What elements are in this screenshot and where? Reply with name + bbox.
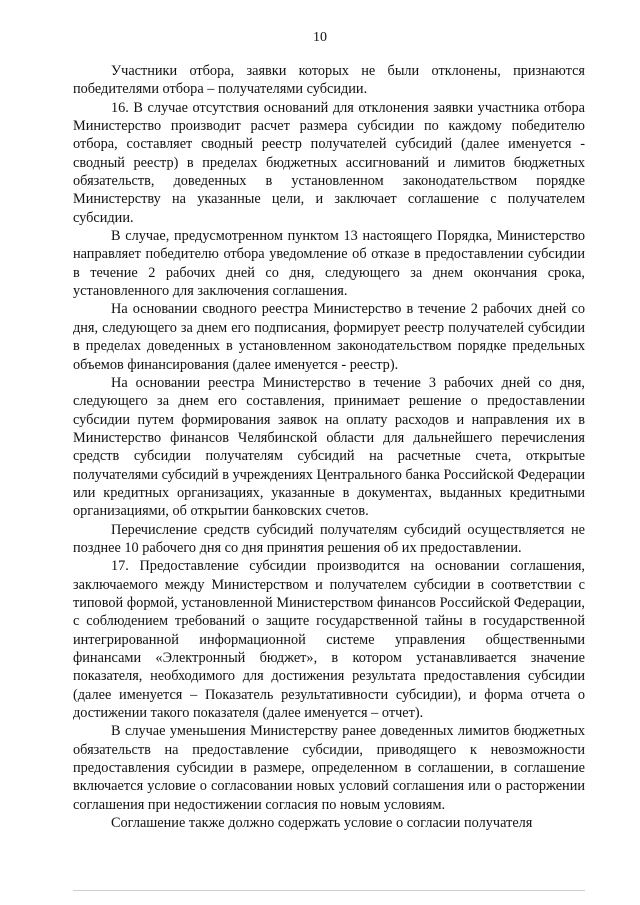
paragraph-limits-reduction: В случае уменьшения Министерству ранее доведенных лимитов бюджетных обязательств на предоставление субсидии, приводящего к невозможности предоставления субсидии в размере, определенном в соглашении, в соглашение включается условие о согласовании новых условий соглашения или о расторжении соглашения при недостижении согласия по новым условиям. [73, 723, 585, 813]
paragraph-section-17: 17. Предоставление субсидии производится на основании соглашения, заключаемого между Министерством и получателем субсидии в соответствии с типовой формой, установленной Министерством финансов Российской Федерации, с соблюдением требований о защите государственной тайны в государственной интегрированной информационной системе управления общественными финансами «Электронный бюджет», в котором устанавливается значение показателя, необходимого для достижения результата предоставления субсидии (далее именуется – Показатель результативности субсидии), и форма отчета о достижении такого показателя (далее именуется – отчет). [73, 558, 585, 722]
paragraph-transfer-deadline: Перечисление средств субсидий получателям субсидий осуществляется не позднее 10 рабочего дня со дня принятия решения об их предоставлении. [73, 521, 585, 556]
paragraph-agreement-conditions: Соглашение также должно содержать условие о согласии получателя [111, 815, 533, 832]
paragraph-recipient-register: На основании сводного реестра Министерство в течение 2 рабочих дней со дня, следующего за днем его подписания, формирует реестр получателей субсидии в пределах доведенных в установленном законодательством порядке предельных объемов финансирования (далее именуется - реестр). [73, 301, 585, 373]
paragraph-payment-decision: На основании реестра Министерство в течение 3 рабочих дней со дня, следующего за днем его составления, принимает решение о предоставлении субсидии путем формирования заявок на оплату расходов и направления их в Министерство финансов Челябинской области для дальнейшего перечисления средств субсидии получателям субсидий на расчетные счета, открытые получателями субсидий в учреждениях Центрального банка Российской Федерации или кредитных организациях, указанные в документах, выданных кредитными организациями, об открытии банковских счетов. [73, 374, 585, 520]
page-bottom-rule [73, 890, 585, 891]
paragraph-refusal-notice: В случае, предусмотренном пунктом 13 настоящего Порядка, Министерство направляет победителю отбора уведомление об отказе в предоставлении субсидии в течение 2 рабочих дней со дня, следующего за днем окончания срока, установленного для заключения соглашения. [73, 228, 585, 300]
paragraph-winners: Участники отбора, заявки которых не были отклонены, признаются победителями отбора – получателями субсидии. [73, 63, 585, 98]
paragraph-section-16: 16. В случае отсутствия оснований для отклонения заявки участника отбора Министерство производит расчет размера субсидии по каждому победителю отбора, составляет сводный реестр получателей субсидий (далее именуется - сводный реестр) в пределах бюджетных ассигнований и лимитов бюджетных обязательств, доведенных в установленном законодательством порядке Министерству на указанные цели, и заключает соглашение с получателем субсидии. [73, 99, 585, 226]
document-body [73, 62, 585, 832]
page-number: 10 [313, 30, 327, 45]
